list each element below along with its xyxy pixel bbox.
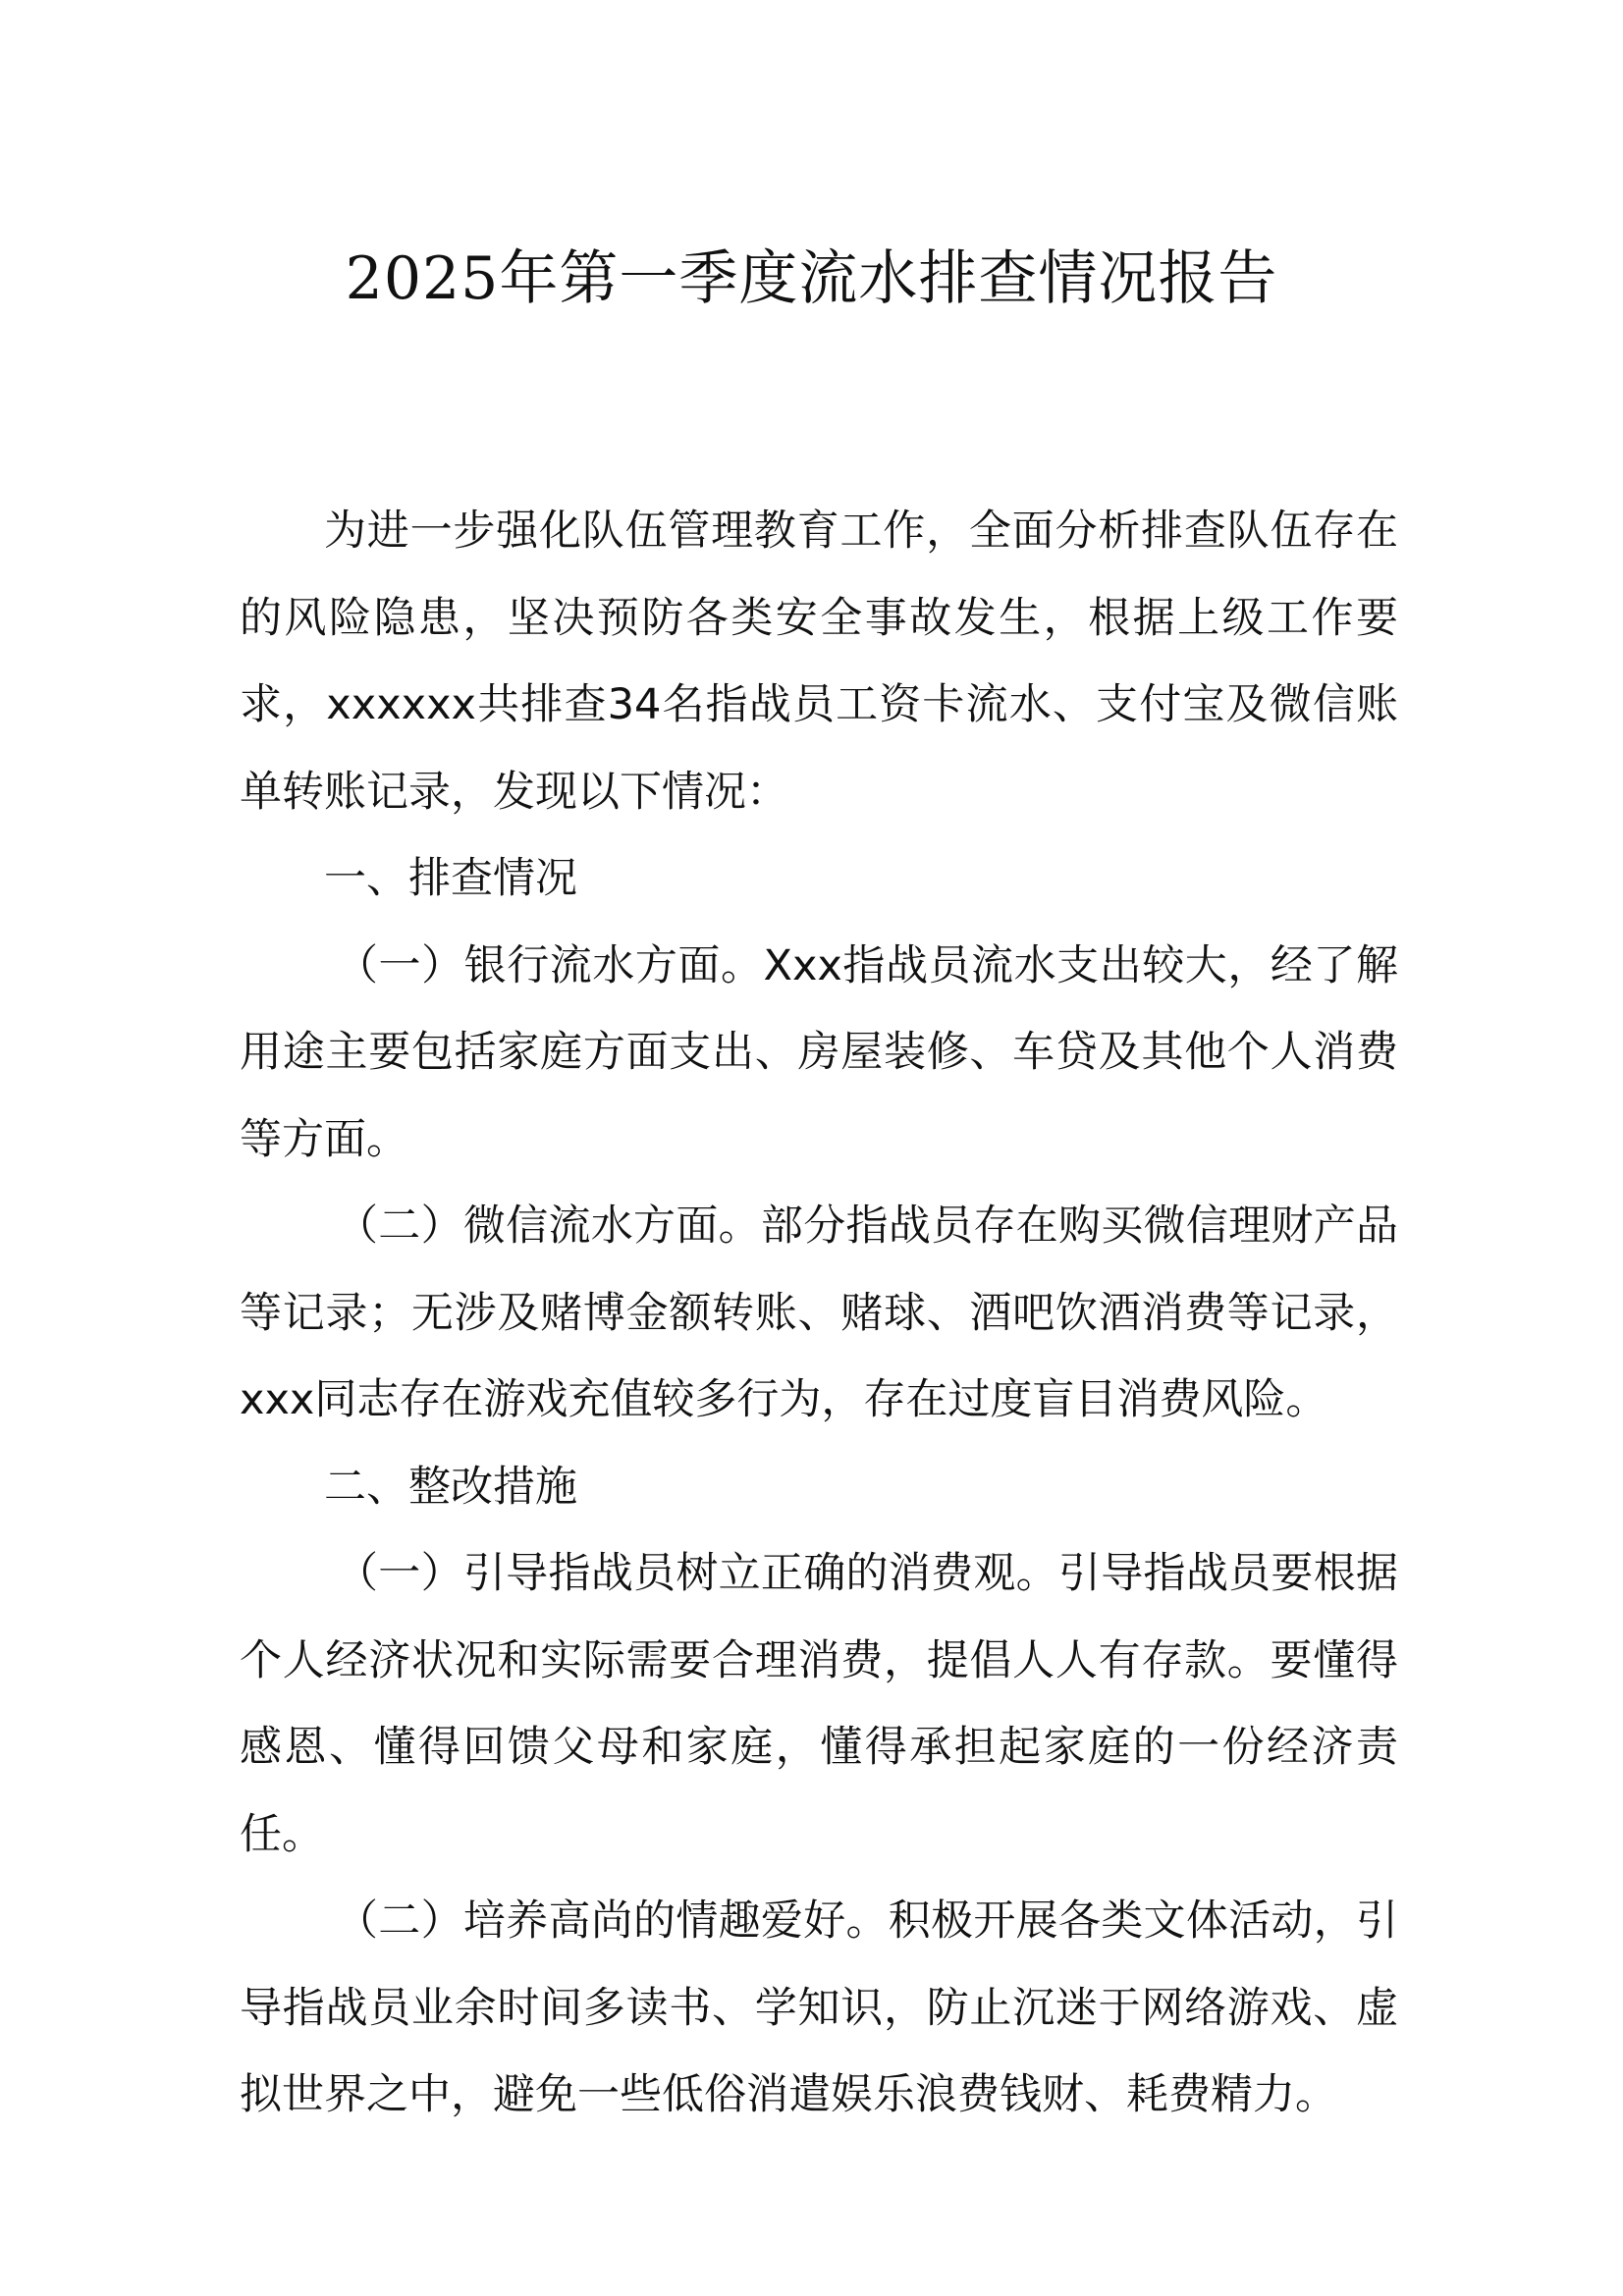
section-heading-rectification: 二、整改措施 [324, 1462, 577, 1512]
intro-paragraph: 为进一步强化队伍管理教育工作，全面分析排查队伍存在的风险隐患，坚决预防各类安全事故发生，根据上级工作要求，xxxxxx共排查34名指战员工资卡流水、支付宝及微信账单转账记录，发现以下情况： [240, 507, 1398, 817]
section-heading-investigation: 一、排查情况 [324, 854, 577, 903]
document-body [240, 488, 1398, 2139]
document-title: 2025年第一季度流水排查情况报告 [345, 244, 1278, 313]
paragraph-wechat-statements: （二）微信流水方面。部分指战员存在购买微信理财产品等记录；无涉及赌博金额转账、赌球、酒吧饮酒消费等记录，xxx同志存在游戏充值较多行为，存在过度盲目消费风险。 [240, 1201, 1398, 1424]
paragraph-consumption-view: （一）引导指战员树立正确的消费观。引导指战员要根据个人经济状况和实际需要合理消费，提倡人人有存款。要懂得感恩、懂得回馈父母和家庭，懂得承担起家庭的一份经济责任。 [240, 1549, 1398, 1859]
paragraph-bank-statements: （一）银行流水方面。Xxx指战员流水支出较大，经了解用途主要包括家庭方面支出、房屋装修、车贷及其他个人消费等方面。 [240, 940, 1398, 1164]
paragraph-hobbies: （二）培养高尚的情趣爱好。积极开展各类文体活动，引导指战员业余时间多读书、学知识，防止沉迷于网络游戏、虚拟世界之中，避免一些低俗消遣娱乐浪费钱财、耗费精力。 [240, 1896, 1398, 2119]
